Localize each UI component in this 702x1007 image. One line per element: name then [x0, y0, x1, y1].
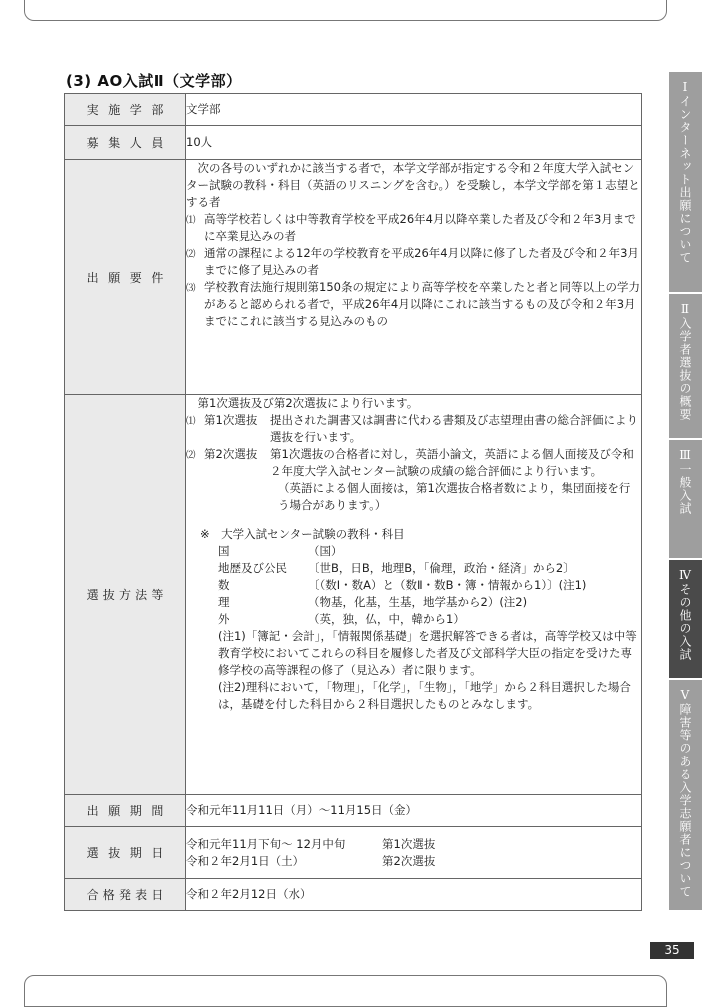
list-item: 地歴及び公民 〔世B，日B，地理B，「倫理，政治・経済」から2〕 [218, 561, 575, 575]
requirements-value [186, 160, 642, 395]
table-row [65, 94, 642, 126]
row-label: 実施学部 [65, 94, 186, 126]
side-tab-other-exams[interactable]: Ⅳその他の入試 [669, 560, 702, 678]
announcement-value: 令和２年2月12日（水） [186, 879, 642, 911]
list-item: 数 〔（数Ⅰ・数A）と（数Ⅱ・数B・簿・情報から1）〕(注1) [218, 578, 587, 592]
row-label: 選抜期日 [65, 827, 186, 879]
list-item: 令和２年2月1日（土） 第2次選抜 [186, 853, 436, 868]
selection-dates-value [186, 827, 642, 879]
interview-note: （英語による個人面接は，第1次選抜合格者数により，集団面接を行う場合があります。） [278, 481, 631, 512]
footnote: (注1)「簿記・会計」，「情報関係基礎」を選択解答できる者は，高等学校又は中等教育学校においてこれらの科目を履修した者及び文部科学大臣の指定を受けた専修学校の高等課程の修了（見込み）者に限ります。 [218, 629, 637, 677]
application-period-value: 令和元年11月11日（月）～11月15日（金） [186, 795, 642, 827]
list-item: ⑵ 通常の課程による12年の学校教育を平成26年4月以降に修了した者及び令和２年3月までに修了見込みの者 [186, 246, 639, 277]
row-label: 出願要件 [65, 160, 186, 395]
table-row [65, 395, 642, 795]
subjects-heading: ※ 大学入試センター試験の教科・科目 [200, 527, 405, 541]
footnote: (注2)理科において，「物理」，「化学」，「生物」，「地学」から２科目選択した場合は，基礎を付した科目から２科目選択したものとみなします。 [218, 680, 631, 711]
table-row [65, 879, 642, 911]
selection-value [186, 395, 642, 795]
row-label: 募集人員 [65, 126, 186, 160]
list-item: ⑶ 学校教育法施行規則第150条の規定により高等学校を卒業したと者と同等以上の学力があると認められる者で，平成26年4月以降にこれに該当するもの及び令和２年3月までにこれに該当する見込みのもの [186, 280, 640, 328]
table-row [65, 827, 642, 879]
list-item: ⑴ 高等学校若しくは中等教育学校を平成26年4月以降卒業した者及び令和２年3月までに卒業見込みの者 [186, 212, 636, 243]
list-item: ⑴ 第1次選抜 提出された調書又は調書に代わる書類及び志望理由書の総合評価により選抜を行います。 [186, 413, 638, 444]
list-item: 外 （英，独，仏，中，韓から1） [218, 612, 465, 626]
row-label: 出願期間 [65, 795, 186, 827]
side-tab-disability-applicants[interactable]: Ⅴ障害等のある入学志願者について [669, 680, 702, 910]
page-number: 35 [650, 942, 694, 959]
table-row [65, 126, 642, 160]
row-label: 合格発表日 [65, 879, 186, 911]
list-item: 理 （物基，化基，生基，地学基から2）(注2) [218, 595, 528, 609]
table-row [65, 795, 642, 827]
side-tab-selection-overview[interactable]: Ⅱ入学者選抜の概要 [669, 294, 702, 438]
side-tab-general-exam[interactable]: Ⅲ一般入試 [669, 440, 702, 558]
list-item: 令和元年11月下旬～ 12月中旬 第1次選抜 [186, 836, 436, 851]
table-row [65, 160, 642, 395]
page-frame-bottom [24, 975, 667, 1007]
page-frame-top [24, 0, 667, 21]
section-title: (3) AO入試Ⅱ（文学部） [66, 72, 242, 90]
row-label: 選抜方法等 [65, 395, 186, 795]
list-item: 国 （国） [218, 544, 343, 558]
capacity-value: 10人 [186, 126, 642, 160]
list-item: ⑵ 第2次選抜 第1次選抜の合格者に対し，英語小論文，英語による個人面接及び令和２年度大学入試センター試験の成績の総合評価により行います。 [186, 447, 634, 478]
admission-table [64, 93, 642, 911]
selection-intro: 第1次選抜及び第2次選抜により行います。 [197, 396, 419, 410]
implementing-faculty-value: 文学部 [186, 94, 642, 126]
requirements-intro: 次の各号のいずれかに該当する者で，本学文学部が指定する令和２年度大学入試センター試験の教科・科目（英語のリスニングを含む。）を受験し，本学文学部を第１志望とする者 [186, 161, 640, 209]
side-tab-internet-application[interactable]: Ⅰインターネット出願について [669, 72, 702, 292]
